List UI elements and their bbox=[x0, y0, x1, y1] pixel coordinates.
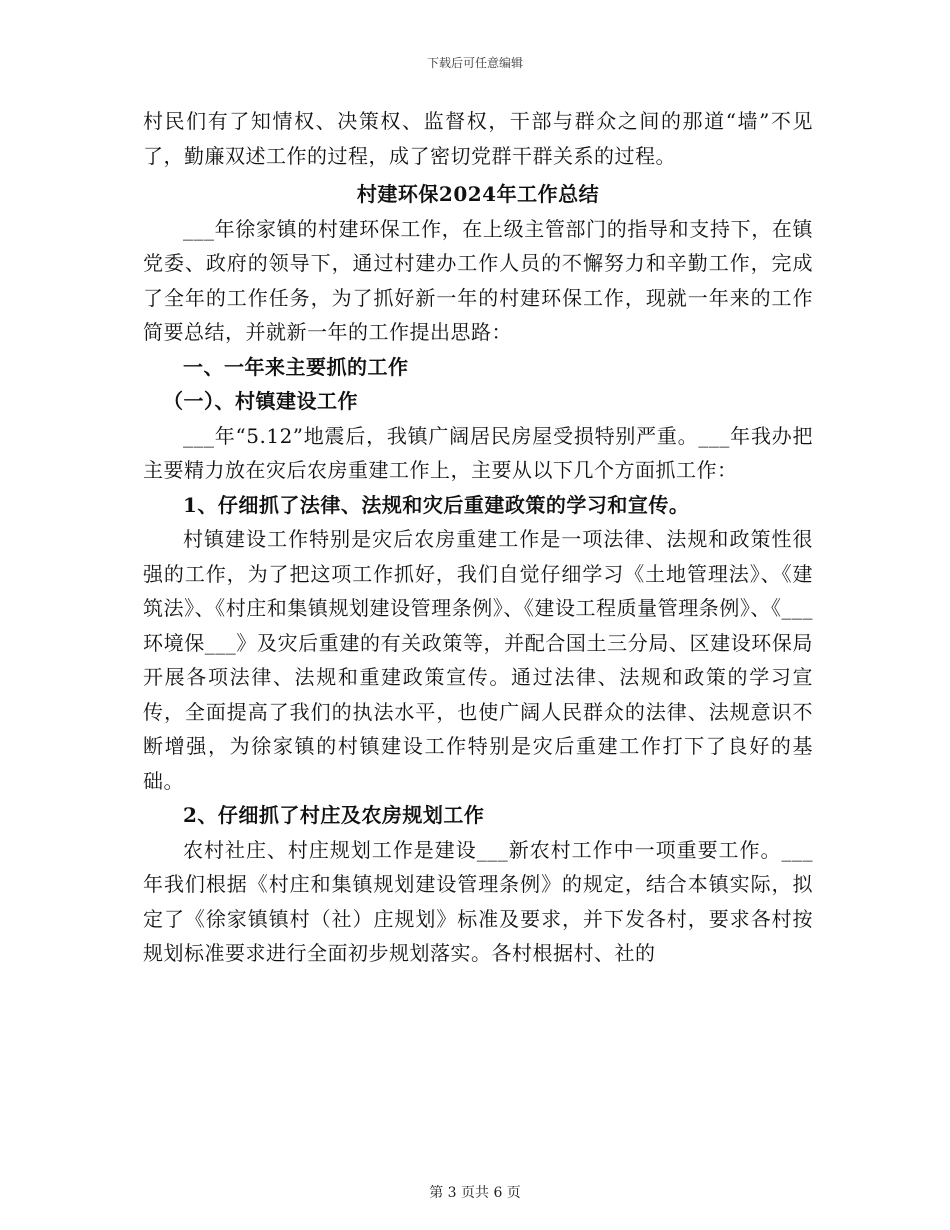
intro-paragraph: 村民们有了知情权、决策权、监督权，干部与群众之间的那道“墙”不见了，勤廉双述工作的过程，成了密切党群干群关系的过程。 bbox=[143, 109, 813, 168]
document-title: 村建环保2024年工作总结 bbox=[356, 182, 600, 206]
paragraph-3: 村镇建设工作特别是灾后农房重建工作是一项法律、法规和政策性很强的工作，为了把这项工作抓好，我们自觉仔细学习《土地管理法》、《建筑法》、《村庄和集镇规划建设管理条例》、《建设工程质量管理条例》、《___环境保___》及灾后重建的有关政策等，并配合国土三分局、区建设环保局开展各项法律、法规和重建政策宣传。通过法律、法规和政策的学习宣传，全面提高了我们的执法水平，也使广阔人民群众的法律、法规意识不断增强，为徐家镇的村镇建设工作特别是灾后重建工作打下了良好的基础。 bbox=[143, 527, 813, 793]
section-heading-3: 1、仔细抓了法律、法规和灾后重建政策的学习和宣传。 bbox=[183, 492, 690, 517]
header-note: 下载后可任意编辑 bbox=[426, 56, 523, 70]
document-body bbox=[143, 104, 813, 971]
section-heading-4: 2、仔细抓了村庄及农房规划工作 bbox=[183, 803, 485, 827]
page-number: 第 3 页共 6 页 bbox=[429, 1185, 521, 1201]
paragraph-1: ___年徐家镇的村建环保工作，在上级主管部门的指导和支持下，在镇党委、政府的领导下，通过村建办工作人员的不懈努力和辛勤工作，完成了全年的工作任务，为了抓好新一年的村建环保工作，现就一年来的工作简要总结，并就新一年的工作提出思路： bbox=[143, 216, 813, 344]
section-heading-1: 一、一年来主要抓的工作 bbox=[183, 354, 409, 379]
paragraph-4: 农村社庄、村庄规划工作是建设___新农村工作中一项重要工作。___年我们根据《村庄和集镇规划建设管理条例》的规定，结合本镇实际，拟定了《徐家镇镇村（社）庄规划》标准及要求，并下发各村，要求各村按规划标准要求进行全面初步规划落实。各村根据村、社的 bbox=[143, 837, 813, 965]
section-heading-2: （一）、村镇建设工作 bbox=[163, 389, 358, 413]
paragraph-2: ___年“5.12”地震后，我镇广阔居民房屋受损特别严重。___年我办把主要精力放在灾后农房重建工作上，主要从以下几个方面抓工作： bbox=[143, 423, 813, 482]
